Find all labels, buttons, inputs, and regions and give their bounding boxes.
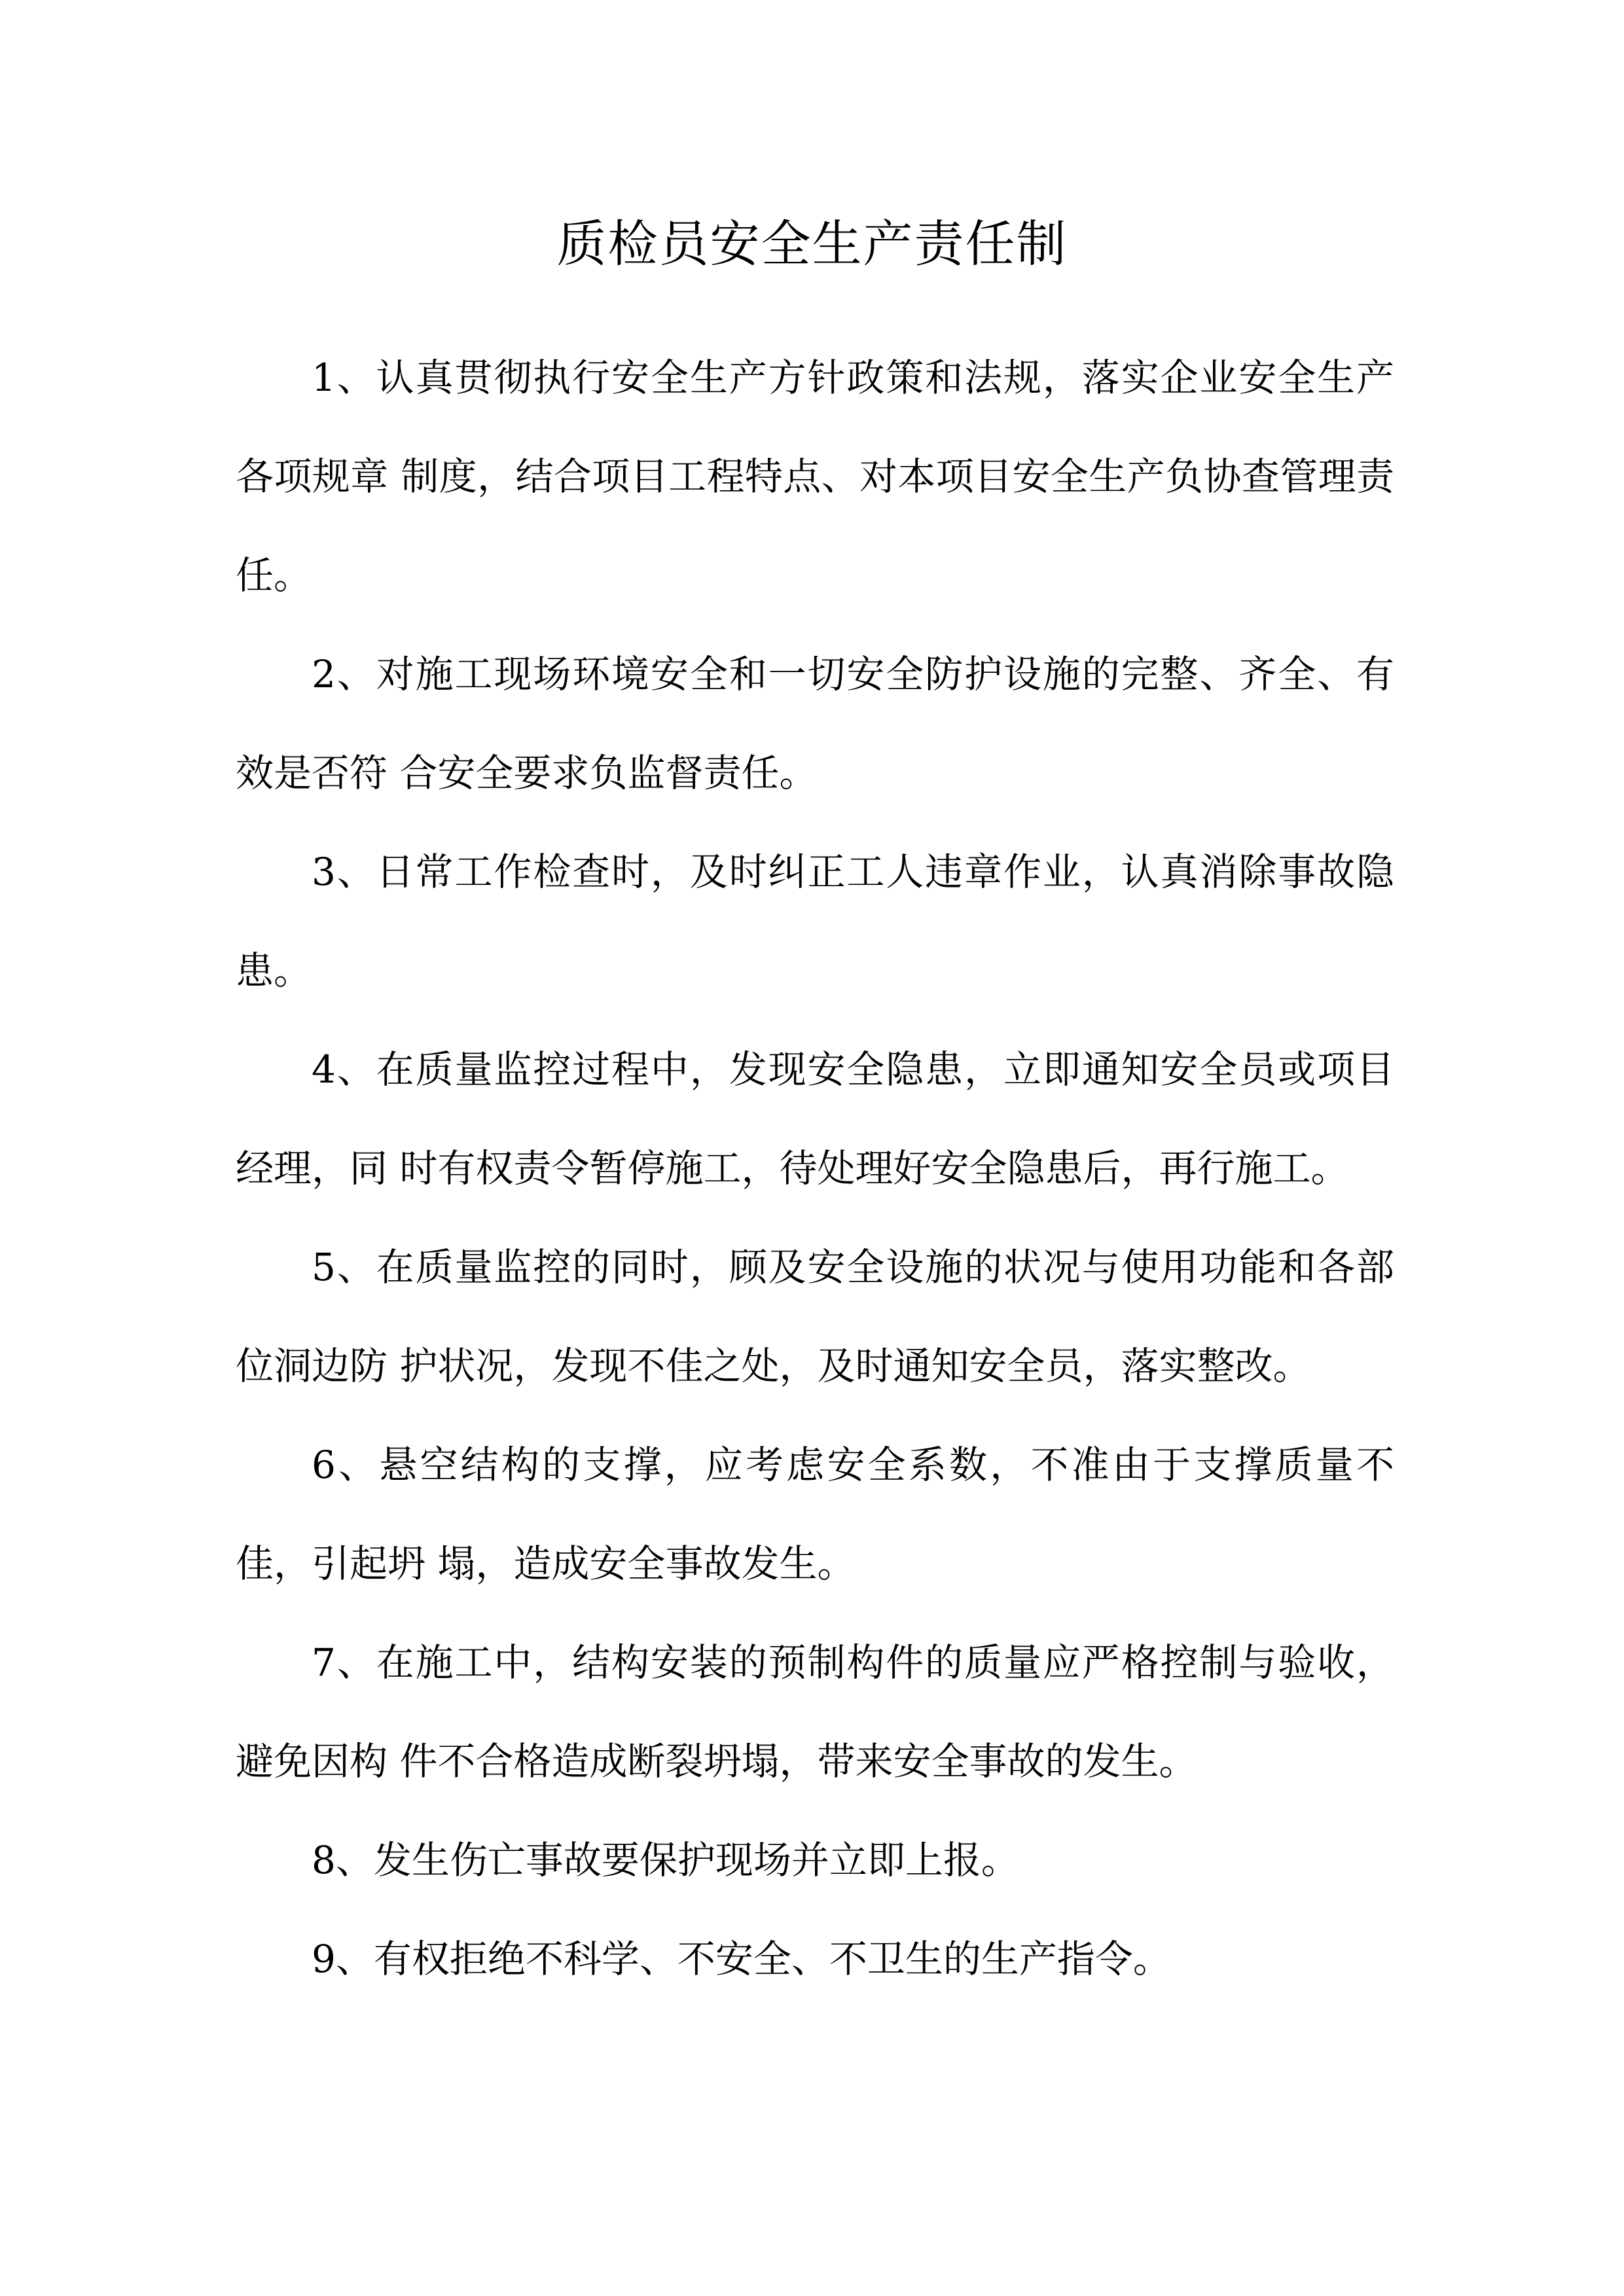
clause-9: 9、有权拒绝不科学、不安全、不卫生的生产指令。 (312, 1937, 1171, 1981)
clause-1: 1、认真贯彻执行安全生产方针政策和法规，落实企业安全生产各项规章 制度，结合项目工程特点、对本项目安全生产负协查管理责任。 (236, 355, 1394, 598)
clause-3: 3、日常工作检查时，及时纠正工人违章作业，认真消除事故隐患。 (236, 850, 1394, 993)
clause-6: 6、悬空结构的支撑，应考虑安全系数，不准由于支撑质量不佳，引起坍 塌，造成安全事故发生。 (236, 1443, 1394, 1586)
document-body (236, 329, 1394, 2009)
clause-7: 7、在施工中，结构安装的预制构件的质量应严格控制与验收，避免因构 件不合格造成断裂坍塌，带来安全事故的发生。 (236, 1640, 1394, 1784)
clause-5: 5、在质量监控的同时，顾及安全设施的状况与使用功能和各部位洞边防 护状况，发现不佳之处，及时通知安全员，落实整改。 (236, 1245, 1394, 1388)
clause-2: 2、对施工现场环境安全和一切安全防护设施的完整、齐全、有效是否符 合安全要求负监督责任。 (236, 652, 1394, 795)
document-title: 质检员安全生产责任制 (556, 215, 1068, 273)
clause-8: 8、发生伤亡事故要保护现场并立即上报。 (312, 1838, 1019, 1882)
clause-4: 4、在质量监控过程中，发现安全隐患，立即通知安全员或项目经理，同 时有权责令暂停施工，待处理好安全隐患后，再行施工。 (236, 1047, 1394, 1191)
